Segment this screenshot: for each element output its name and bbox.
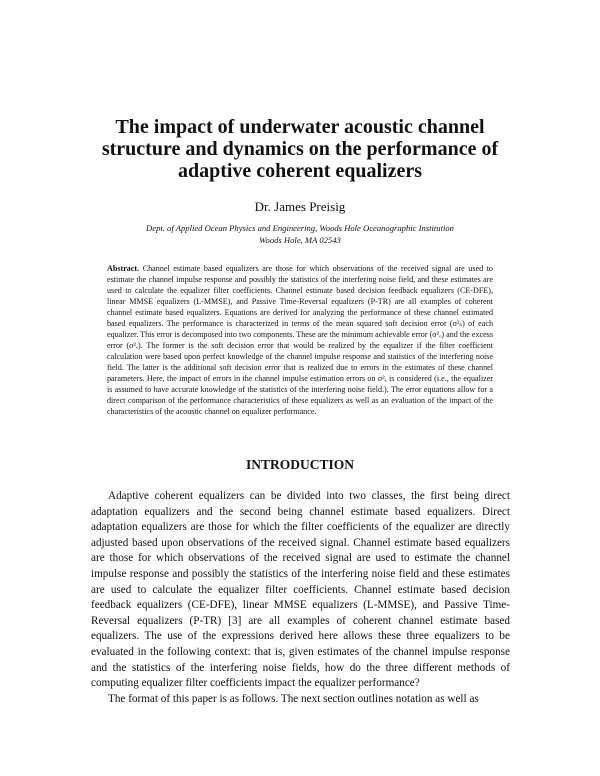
affiliation-line-2: Woods Hole, MA 02543 xyxy=(259,235,341,245)
body-paragraph-1: Adaptive coherent equalizers can be divided into two classes, the first being direct adaptation equalizers and the second being channel estimate based equalizers. Direct adaptation equalizers are those for which the filter coefficients of the equalizer are directly adjusted based upon observations of the received signal. Channel estimate based equalizers are those for which observations of the received signal are used to estimate the channel impulse response and possibly the statistics of the interfering noise field and these estimates are used to calculate the equalizer filter coefficients. Channel estimate based decision feedback equalizers (CE-DFE), linear MMSE equalizers (L-MMSE), and Passive Time-Reversal equalizers (P-TR) [3] are all examples of coherent channel estimate based equalizers. The use of the expressions derived here allows these three equalizers to be evaluated in the following context: that is, given estimates of the channel impulse response and the statistics of the interfering noise fields, how do the three different methods of computing equalizer filter coefficients impact the equalizer performance? xyxy=(91,490,510,690)
body-paragraph-2: The format of this paper is as follows. The next section outlines notation as well as xyxy=(108,692,479,705)
author-name: Dr. James Preisig xyxy=(254,199,346,214)
abstract-label: Abstract. xyxy=(107,264,140,273)
body-text xyxy=(91,489,510,707)
author-affiliation xyxy=(110,222,490,246)
paper-title: The impact of underwater acoustic channel structure and dynamics on the performance of adaptive coherent equalizers xyxy=(101,116,499,182)
section-heading: INTRODUCTION xyxy=(245,457,354,472)
abstract xyxy=(107,263,493,417)
abstract-text: Channel estimate based equalizers are those for which observations of the received signal are used to estimate the channel impulse response and possibly the statistics of the interfering noise field, and these estimates are used to calculate the equalizer filter coefficients. Channel estimate based decision feedback equalizers (CE-DFE), linear MMSE equalizers (L-MMSE), and Passive Time-Reversal equalizers (P-TR) are all examples of coherent channel estimate based equalizers. Equations are derived for analyzing the performance of these channel estimated based equalizers. The performance is characterized in terms of the mean squared soft decision error (σ²ₛ) of each equalizer. This error is decomposed into two components. These are the minimum achievable error (σ²ₒ) and the excess error (σ²ₑ). The former is the soft decision error that would be realized by the equalizer if the filter coefficient calculation were based upon perfect knowledge of the channel impulse response and statistics of the interfering noise field. The latter is the additional soft decision error that is realized due to errors in the estimates of these channel parameters. Here, the impact of errors in the channel impulse estimation errors on σ²ₑ is considered (i.e., the equalizer is assumed to have accurate knowledge of the statistics of the interfering noise field.). The error equations allow for a direct comparison of the performance characteristics of these equalizers as well as an evaluation of the impact of the characteristics of the acoustic channel on equalizer performance. xyxy=(107,264,493,416)
affiliation-line-1: Dept. of Applied Ocean Physics and Engineering, Woods Hole Oceanographic Institution xyxy=(146,223,454,233)
